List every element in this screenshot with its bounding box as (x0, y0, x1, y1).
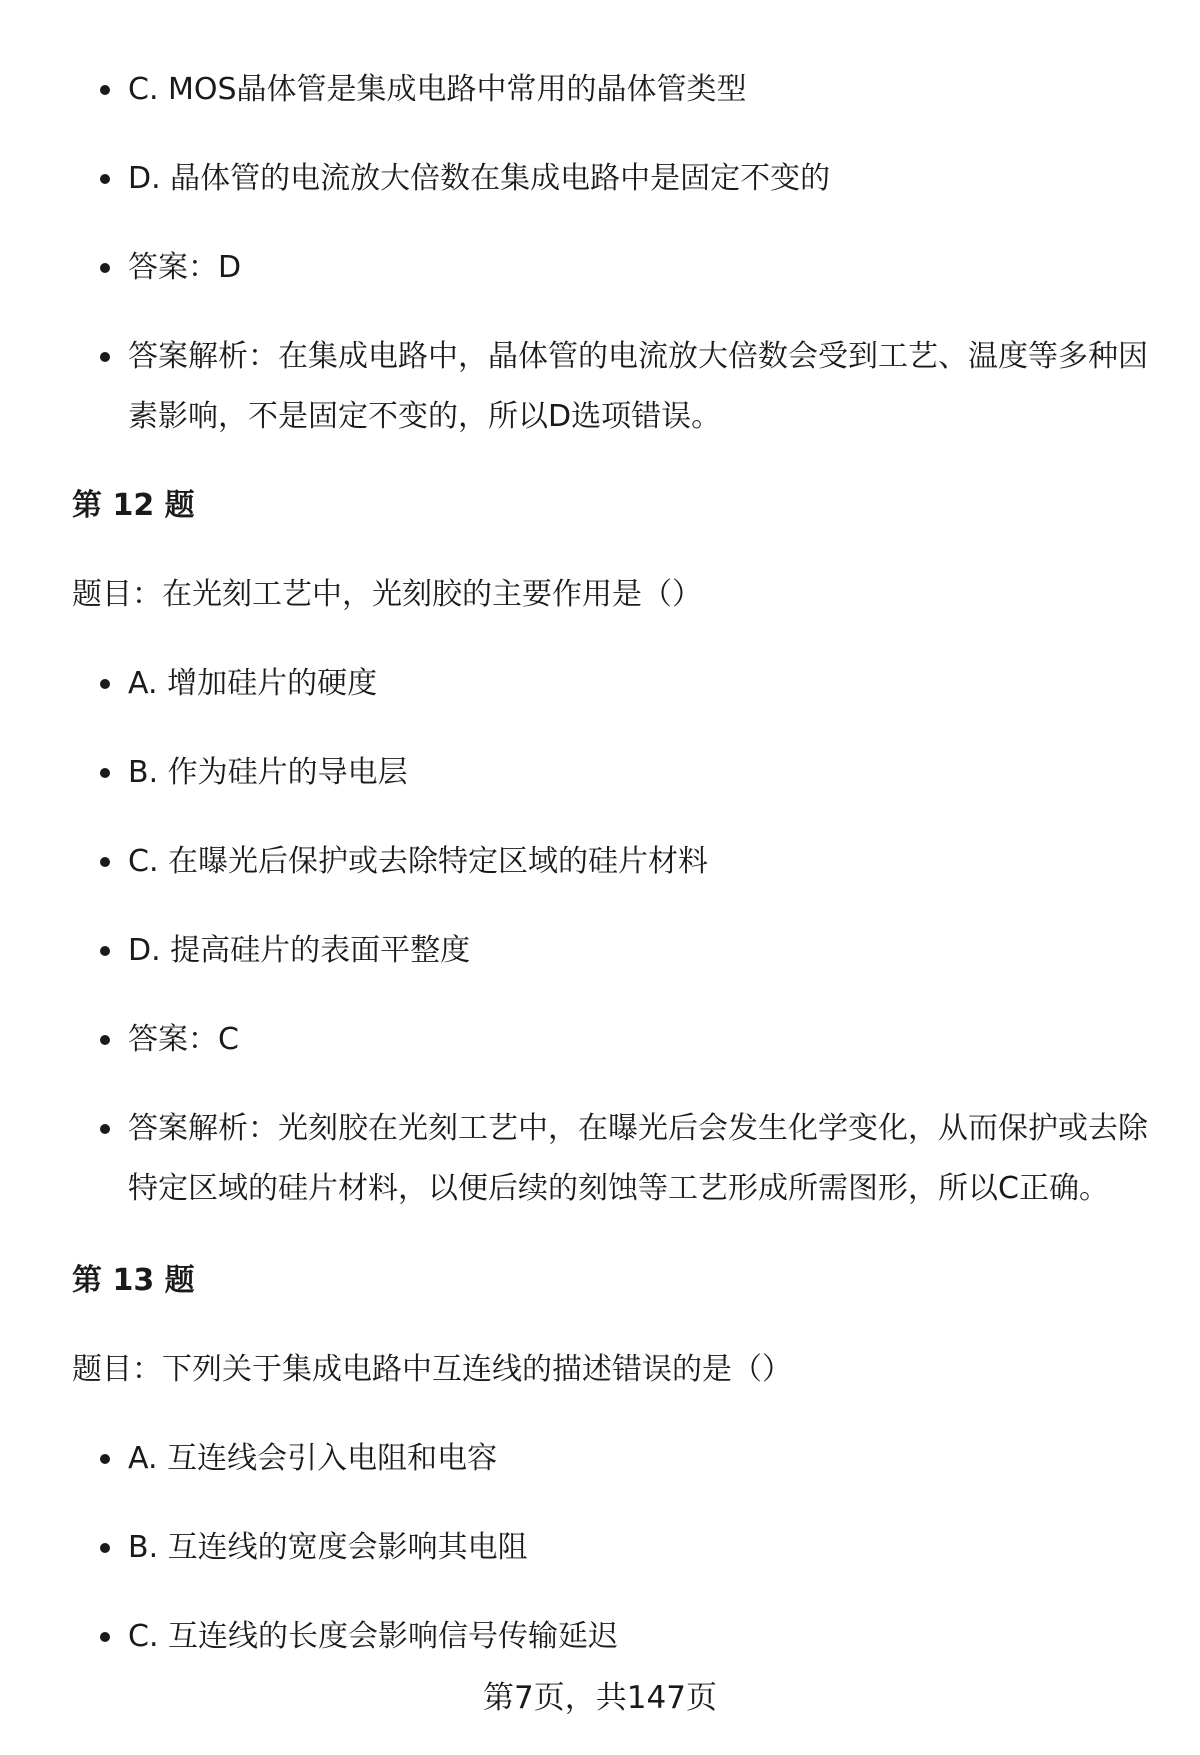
q12-heading: 第 12 题 (72, 488, 195, 523)
q13-option-b: B. 互连线的宽度会影响其电阻 (128, 1518, 1148, 1578)
q12-option-c: C. 在曝光后保护或去除特定区域的硅片材料 (128, 832, 1148, 892)
q11-option-c: C. MOS晶体管是集成电路中常用的晶体管类型 (128, 60, 1148, 120)
q12-option-b: B. 作为硅片的导电层 (128, 743, 1148, 803)
q13-heading: 第 13 题 (72, 1263, 195, 1298)
q12-explanation: 答案解析：光刻胶在光刻工艺中，在曝光后会发生化学变化，从而保护或去除特定区域的硅片材料，以便后续的刻蚀等工艺形成所需图形，所以C正确。 (128, 1099, 1148, 1219)
q12-option-a: A. 增加硅片的硬度 (128, 654, 1148, 714)
q13-option-c: C. 互连线的长度会影响信号传输延迟 (128, 1607, 1148, 1667)
q11-option-d: D. 晶体管的电流放大倍数在集成电路中是固定不变的 (128, 149, 1148, 209)
q13-option-a: A. 互连线会引入电阻和电容 (128, 1429, 1148, 1489)
q13-question: 题目：下列关于集成电路中互连线的描述错误的是（） (72, 1352, 792, 1387)
q12-option-d: D. 提高硅片的表面平整度 (128, 921, 1148, 981)
q11-explanation: 答案解析：在集成电路中，晶体管的电流放大倍数会受到工艺、温度等多种因素影响，不是固定不变的，所以D选项错误。 (128, 327, 1148, 447)
page-number-footer: 第7页，共147页 (483, 1680, 717, 1716)
q11-answer: 答案：D (128, 238, 1148, 298)
q12-answer: 答案：C (128, 1010, 1148, 1070)
q12-question: 题目：在光刻工艺中，光刻胶的主要作用是（） (72, 577, 702, 612)
